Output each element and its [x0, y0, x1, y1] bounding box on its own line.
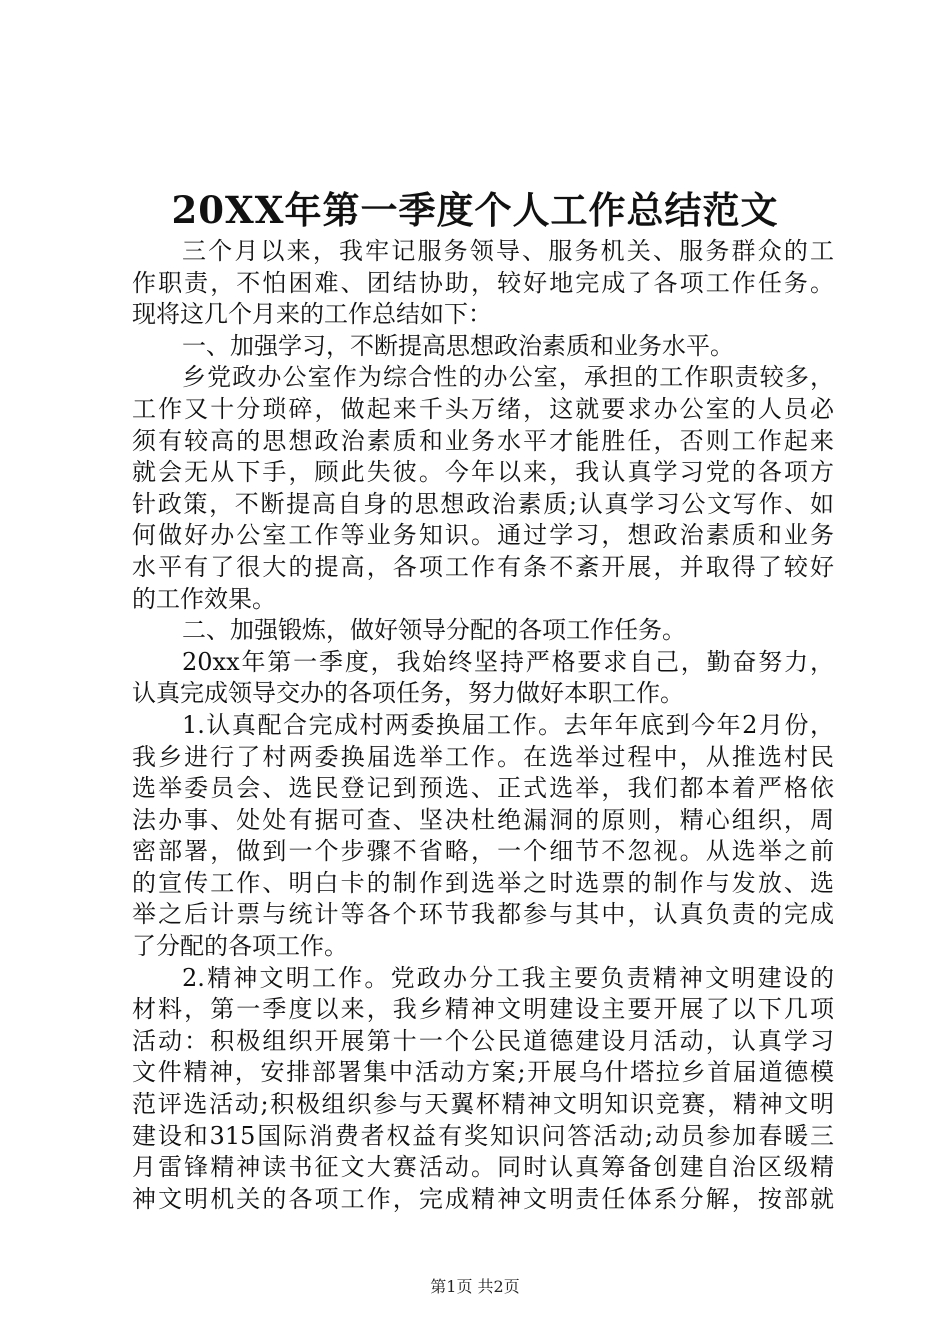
text-line: 工作又十分琐碎，做起来千头万绪，这就要求办公室的人员必	[132, 394, 834, 423]
text-line: 2.精神文明工作。党政办分工我主要负责精神文明建设的	[182, 963, 834, 992]
text-line: 一、加强学习，不断提高思想政治素质和业务水平。	[182, 331, 734, 360]
text-line: 建设和315国际消费者权益有奖知识问答活动;动员参加春暖三	[132, 1121, 834, 1150]
text-line: 作职责，不怕困难、团结协助，较好地完成了各项工作任务。	[132, 268, 834, 297]
text-line: 材料，第一季度以来，我乡精神文明建设主要开展了以下几项	[132, 995, 834, 1024]
text-line: 活动：积极组织开展第十一个公民道德建设月活动，认真学习	[132, 1026, 834, 1055]
text-line: 的工作效果。	[132, 584, 276, 613]
text-line: 月雷锋精神读书征文大赛活动。同时认真筹备创建自治区级精	[132, 1153, 834, 1182]
text-line: 的宣传工作、明白卡的制作到选举之时选票的制作与发放、选	[132, 868, 834, 897]
text-line: 举之后计票与统计等各个环节我都参与其中，认真负责的完成	[132, 900, 834, 929]
document-title: 20XX年第一季度个人工作总结范文	[171, 188, 779, 232]
text-line: 我乡进行了村两委换届选举工作。在选举过程中，从推选村民	[132, 742, 834, 771]
text-line: 针政策，不断提高自身的思想政治素质;认真学习公文写作、如	[132, 489, 834, 518]
text-line: 密部署，做到一个步骤不省略，一个细节不忽视。从选举之前	[132, 837, 834, 866]
text-line: 文件精神，安排部署集中活动方案;开展乌什塔拉乡首届道德模	[132, 1058, 834, 1087]
text-line: 就会无从下手，顾此失彼。今年以来，我认真学习党的各项方	[132, 458, 834, 487]
text-line: 范评选活动;积极组织参与天翼杯精神文明知识竞赛，精神文明	[132, 1090, 834, 1119]
text-line: 须有较高的思想政治素质和业务水平才能胜任，否则工作起来	[132, 426, 834, 455]
text-line: 了分配的各项工作。	[132, 932, 348, 961]
text-line: 乡党政办公室作为综合性的办公室，承担的工作职责较多，	[182, 363, 834, 392]
text-line: 认真完成领导交办的各项任务，努力做好本职工作。	[132, 679, 684, 708]
text-line: 二、加强锻炼，做好领导分配的各项工作任务。	[182, 616, 686, 645]
text-line: 20xx年第一季度，我始终坚持严格要求自己，勤奋努力，	[182, 647, 834, 676]
text-line: 三个月以来，我牢记服务领导、服务机关、服务群众的工	[182, 237, 834, 265]
text-line: 现将这几个月来的工作总结如下：	[132, 300, 492, 329]
page-footer: 第1页 共2页	[430, 1277, 520, 1296]
text-line: 何做好办公室工作等业务知识。通过学习，想政治素质和业务	[132, 521, 834, 550]
text-line: 1.认真配合完成村两委换届工作。去年年底到今年2月份，	[182, 710, 834, 739]
document-body	[132, 236, 834, 1215]
text-line: 神文明机关的各项工作，完成精神文明责任体系分解，按部就	[132, 1184, 834, 1213]
text-line: 法办事、处处有据可查、坚决杜绝漏洞的原则，精心组织，周	[132, 805, 834, 834]
text-line: 水平有了很大的提高，各项工作有条不紊开展，并取得了较好	[132, 552, 834, 581]
text-line: 选举委员会、选民登记到预选、正式选举，我们都本着严格依	[132, 774, 834, 803]
